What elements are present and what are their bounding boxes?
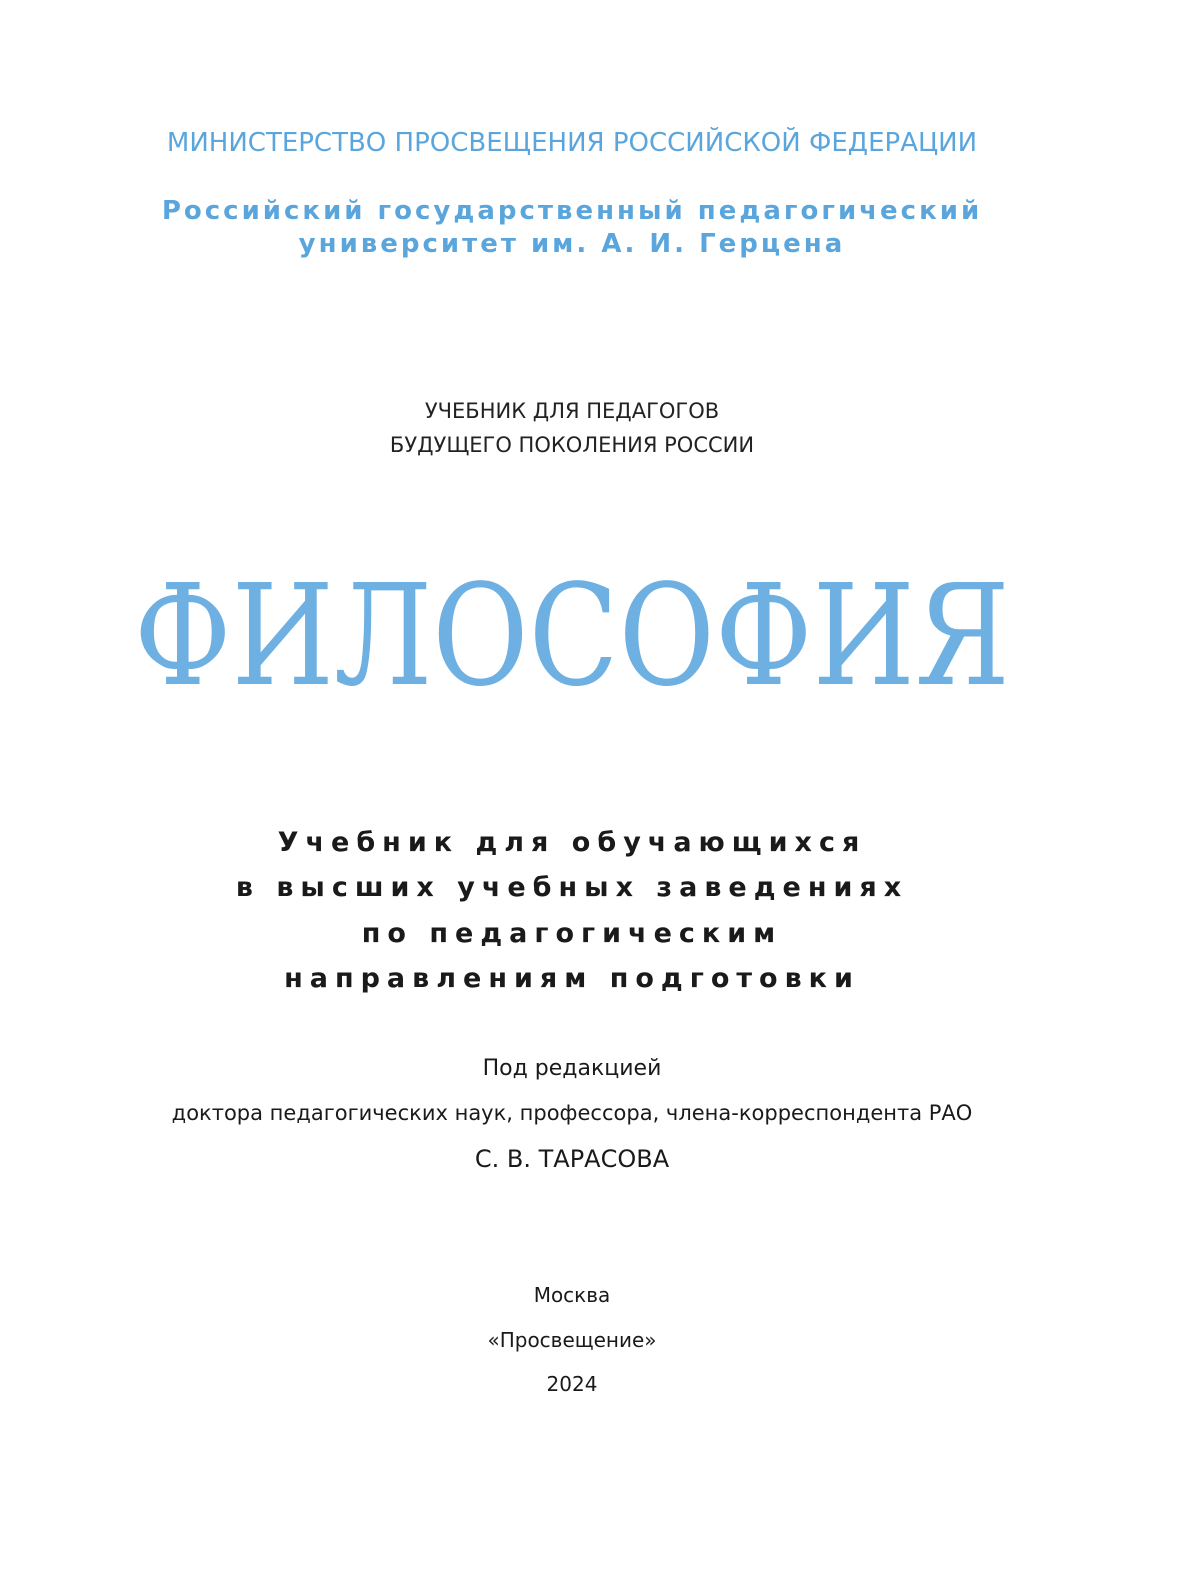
book-title-text: ФИЛОСОФИЯ bbox=[134, 555, 1010, 718]
university-name-line1: Российский государственный педагогический bbox=[161, 196, 983, 226]
ministry-heading: МИНИСТЕРСТВО ПРОСВЕЩЕНИЯ РОССИЙСКОЙ ФЕДЕРАЦИИ bbox=[166, 128, 978, 158]
series-line2: БУДУЩЕГО ПОКОЛЕНИЯ РОССИИ bbox=[389, 433, 755, 457]
university-name-line2: университет им. А. И. Герцена bbox=[298, 229, 846, 259]
imprint-publisher: «Просвещение» bbox=[487, 1328, 657, 1352]
book-title-graphic bbox=[130, 555, 1014, 718]
subtitle-line4: направлениям подготовки bbox=[284, 963, 860, 994]
book-title bbox=[130, 555, 1014, 718]
subtitle-line1: Учебник для обучающихся bbox=[277, 827, 867, 858]
editor-name: С. В. ТАРАСОВА bbox=[474, 1145, 670, 1173]
editor-credentials: доктора педагогических наук, профессора, члена-корреспондента РАО bbox=[171, 1101, 973, 1125]
editor-caption: Под редакцией bbox=[482, 1056, 662, 1081]
subtitle-line2: в высших учебных заведениях bbox=[235, 872, 909, 903]
subtitle-line3: по педагогическим bbox=[361, 918, 783, 949]
imprint-year: 2024 bbox=[546, 1372, 598, 1396]
imprint-city: Москва bbox=[533, 1283, 611, 1307]
series-line1: УЧЕБНИК ДЛЯ ПЕДАГОГОВ bbox=[424, 399, 720, 423]
